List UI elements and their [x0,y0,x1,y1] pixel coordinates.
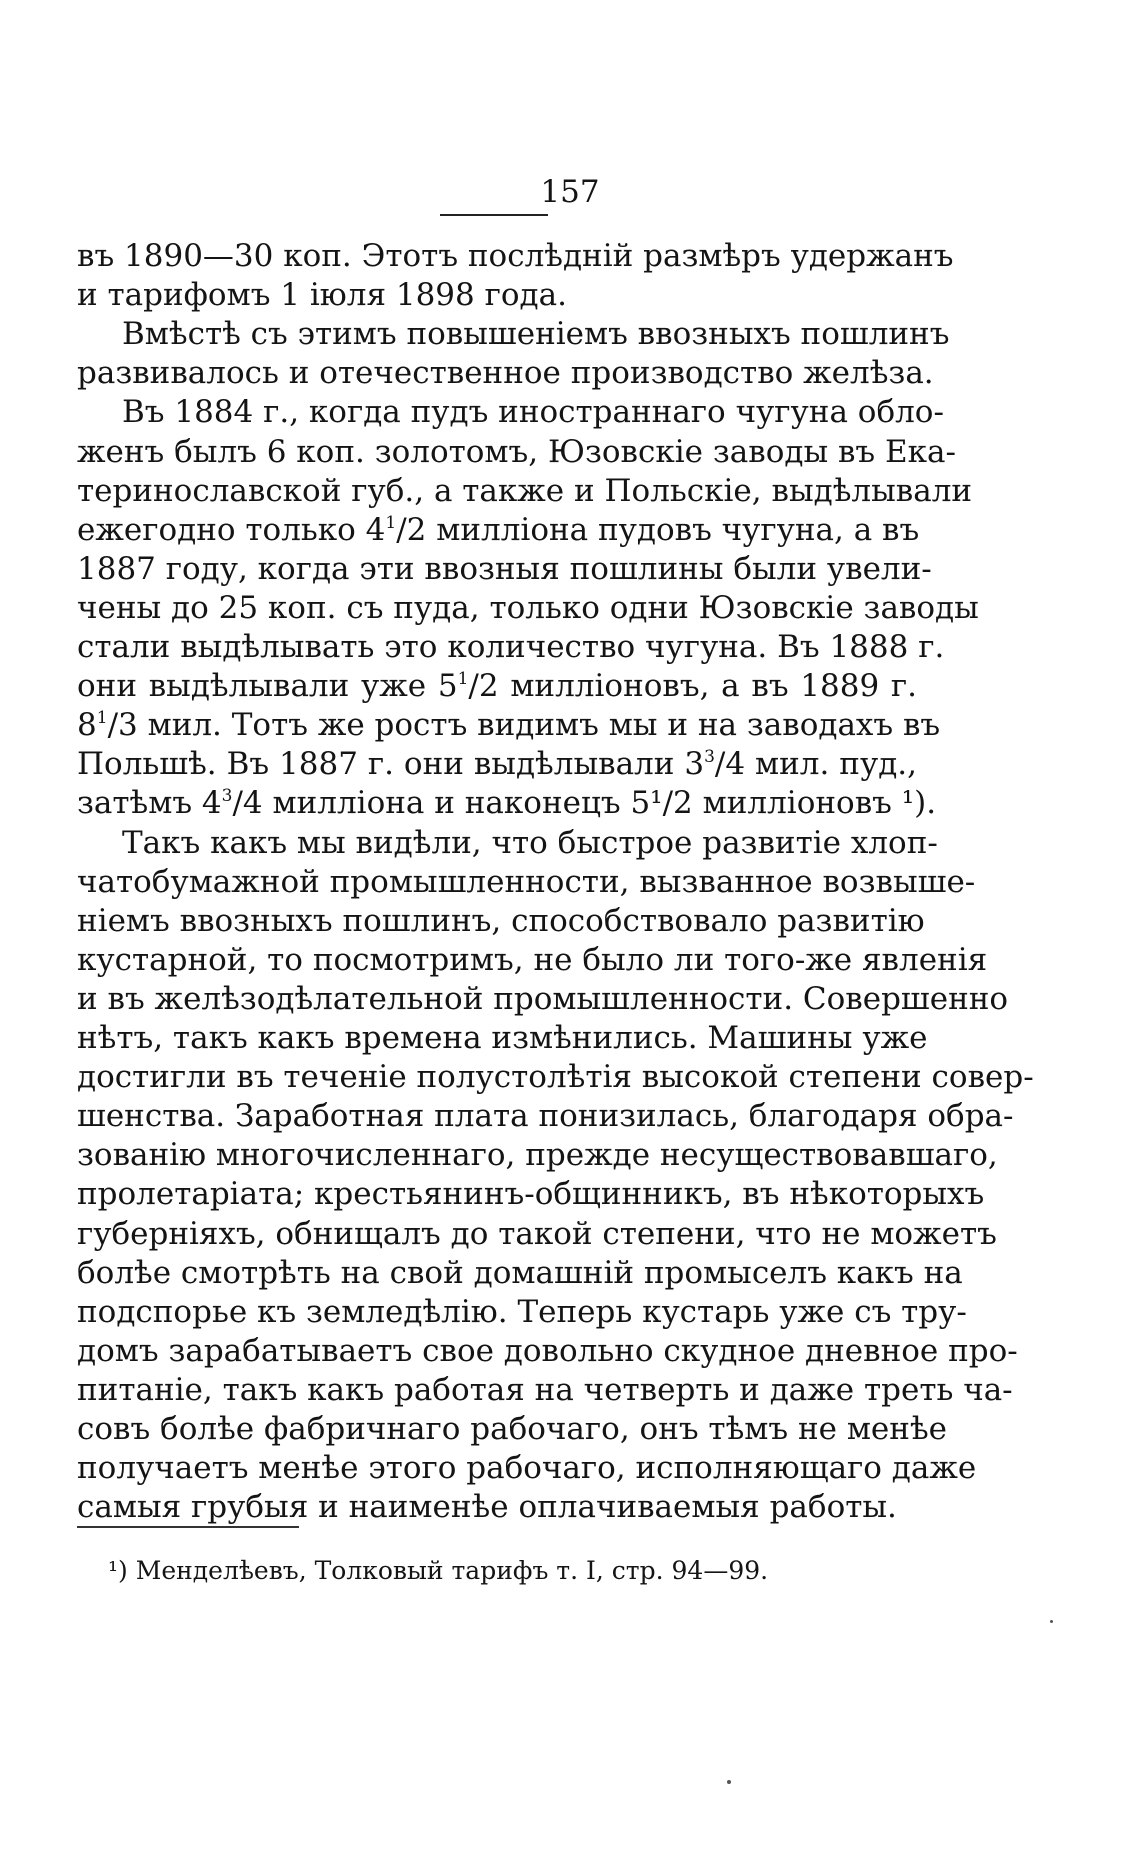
superscript: 1 [457,669,469,689]
text-line: въ 1890—30 коп. Этотъ послѣдній размѣръ удержанъ [77,238,954,274]
text-line: зованію многочисленнаго, прежде несуществовавшаго, [77,1137,998,1173]
page-number: 157 [540,174,600,210]
page-number-rule [440,214,548,216]
text-line [77,668,917,704]
text-segment: /3 мил. Тотъ же ростъ видимъ мы и на заводахъ въ [107,707,941,743]
text-line: чены до 25 коп. съ пуда, только одни Юзовскіе заводы [77,590,979,626]
text-line: достигли въ теченіе полустолѣтія высокой степени совер- [77,1059,1034,1095]
superscript: 3 [704,747,715,767]
footnote-separator [77,1526,299,1528]
text-line: получаетъ менѣе этого рабочаго, исполняющаго даже [77,1450,977,1486]
text-segment: /4 милліона и наконецъ 5¹/2 милліоновъ ¹). [232,785,937,821]
text-line: кустарной, то посмотримъ, не было ли того-же явленія [77,942,988,978]
text-line: подспорье къ земледѣлію. Теперь кустарь уже съ тру- [77,1294,967,1330]
text-line [77,512,920,548]
text-line: Вмѣстѣ съ этимъ повышеніемъ ввозныхъ пошлинъ [122,316,950,352]
superscript: 3 [221,786,233,806]
text-line [77,746,917,782]
text-line: развивалось и отечественное производство желѣза. [77,355,934,391]
paper-speck [727,1780,731,1784]
text-line: и тарифомъ 1 іюля 1898 года. [77,277,567,313]
superscript: 1 [385,513,397,533]
text-line: Въ 1884 г., когда пудъ иностраннаго чугуна обло- [122,394,944,430]
text-segment: 8 [77,707,97,743]
text-line: ніемъ ввозныхъ пошлинъ, способствовало развитію [77,903,925,939]
text-line: Такъ какъ мы видѣли, что быстрое развитіе хлоп- [122,825,938,861]
text-line: питаніе, такъ какъ работая на четверть и даже треть ча- [77,1372,1013,1408]
text-line: шенства. Заработная плата понизилась, благодаря обра- [77,1098,1014,1134]
text-line: домъ зарабатываетъ свое довольно скудное дневное про- [77,1333,1018,1369]
text-line: болѣе смотрѣть на свой домашній промыселъ какъ на [77,1255,963,1291]
text-line: самыя грубыя и наименѣе оплачиваемыя работы. [77,1489,897,1525]
footnote [108,1555,768,1587]
text-line: стали выдѣлывать это количество чугуна. Въ 1888 г. [77,629,945,665]
text-segment: они выдѣлывали уже 5 [77,668,458,704]
text-segment: затѣмъ 4 [77,785,222,821]
text-line: совъ болѣе фабричнаго рабочаго, онъ тѣмъ не менѣе [77,1411,947,1447]
text-segment: /4 мил. пуд., [714,746,917,782]
text-line: нѣтъ, такъ какъ времена измѣнились. Машины уже [77,1020,928,1056]
text-segment: Польшѣ. Въ 1887 г. они выдѣлывали 3 [77,746,705,782]
text-segment: /2 милліоновъ, а въ 1889 г. [468,668,918,704]
text-line [77,707,941,743]
text-line: чатобумажной промышленности, вызванное возвыше- [77,864,976,900]
text-line: теринославской губ., а также и Польскіе, выдѣлывали [77,473,973,509]
text-line: 1887 году, когда эти ввозныя пошлины были увели- [77,551,932,587]
text-line: пролетаріата; крестьянинъ-общинникъ, въ нѣкоторыхъ [77,1176,985,1212]
text-segment: /2 милліона пудовъ чугуна, а въ [396,512,920,548]
text-line: женъ былъ 6 коп. золотомъ, Юзовскіе заводы въ Ека- [77,434,956,470]
footnote-text: Менделѣевъ, Толковый тарифъ т. I, стр. 94—99. [135,1556,769,1585]
superscript: 1 [96,708,108,728]
text-line: и въ желѣзодѣлательной промышленности. Совершенно [77,981,1009,1017]
text-line: губерніяхъ, обнищалъ до такой степени, что не можетъ [77,1216,997,1252]
text-line [77,785,937,821]
footnote-marker: ¹) [108,1556,128,1585]
paper-speck [1050,1620,1053,1623]
text-segment: ежегодно только 4 [77,512,386,548]
